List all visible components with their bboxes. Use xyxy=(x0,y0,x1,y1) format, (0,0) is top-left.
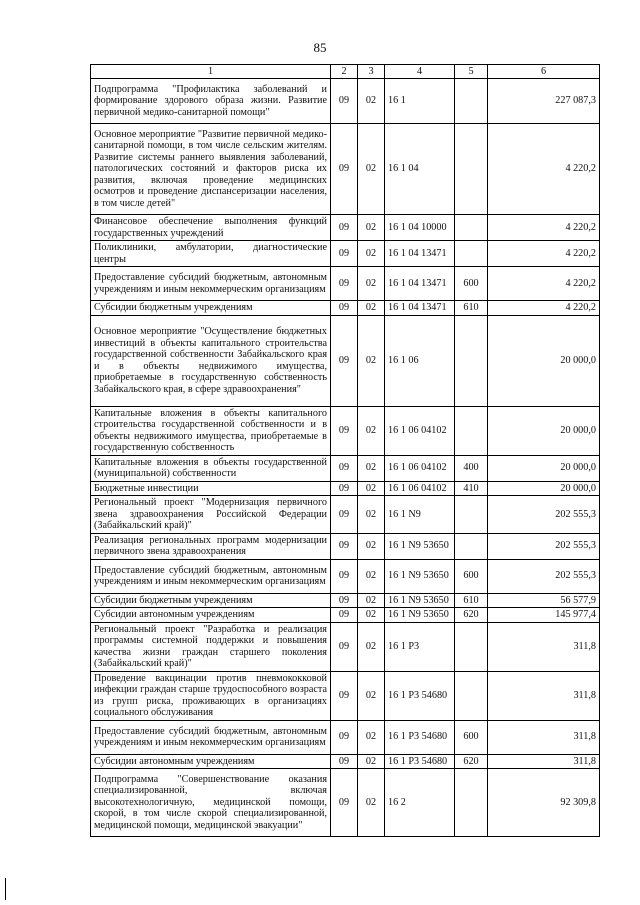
row-amount: 20 000,0 xyxy=(488,455,600,481)
table-row xyxy=(91,533,600,559)
row-code: 16 1 04 10000 xyxy=(385,215,455,241)
row-code: 16 1 N9 53650 xyxy=(385,608,455,623)
row-amount: 202 555,3 xyxy=(488,559,600,593)
row-code: 16 1 P3 54680 xyxy=(385,671,455,720)
table-row xyxy=(91,593,600,608)
row-col-2: 09 xyxy=(331,559,358,593)
row-expense-type xyxy=(455,671,488,720)
row-code: 16 1 N9 xyxy=(385,496,455,534)
table-row xyxy=(91,124,600,215)
row-name: Капитальные вложения в объекты государственной (муниципальной) собственности xyxy=(91,455,331,481)
row-name: Субсидии бюджетным учреждениям xyxy=(91,593,331,608)
row-name: Предоставление субсидий бюджетным, автономным учреждениям и иным некоммерческим организациям xyxy=(91,267,331,301)
row-expense-type: 620 xyxy=(455,608,488,623)
header-col-4: 4 xyxy=(385,65,455,79)
row-expense-type: 610 xyxy=(455,593,488,608)
row-expense-type xyxy=(455,124,488,215)
table-row xyxy=(91,559,600,593)
row-code: 16 1 N9 53650 xyxy=(385,559,455,593)
row-code: 16 1 06 04102 xyxy=(385,406,455,455)
row-expense-type xyxy=(455,241,488,267)
row-amount: 227 087,3 xyxy=(488,79,600,124)
row-col-2: 09 xyxy=(331,481,358,496)
page-number: 85 xyxy=(313,40,327,55)
row-col-3: 02 xyxy=(358,671,385,720)
header-col-6: 6 xyxy=(488,65,600,79)
row-col-3: 02 xyxy=(358,496,385,534)
row-amount: 202 555,3 xyxy=(488,496,600,534)
table-row xyxy=(91,301,600,316)
row-amount: 311,8 xyxy=(488,671,600,720)
row-amount: 4 220,2 xyxy=(488,215,600,241)
row-col-2: 09 xyxy=(331,241,358,267)
row-amount: 20 000,0 xyxy=(488,315,600,406)
row-col-3: 02 xyxy=(358,124,385,215)
row-name: Подпрограмма "Профилактика заболеваний и формирование здорового образа жизни. Развитие первичной медико-санитарной помощи" xyxy=(91,79,331,124)
row-col-2: 09 xyxy=(331,496,358,534)
row-col-2: 09 xyxy=(331,455,358,481)
row-name: Бюджетные инвестиции xyxy=(91,481,331,496)
row-name: Финансовое обеспечение выполнения функций государственных учреждений xyxy=(91,215,331,241)
row-code: 16 1 06 xyxy=(385,315,455,406)
row-amount: 145 977,4 xyxy=(488,608,600,623)
row-col-2: 09 xyxy=(331,79,358,124)
row-amount: 4 220,2 xyxy=(488,267,600,301)
table-row xyxy=(91,79,600,124)
row-expense-type: 400 xyxy=(455,455,488,481)
table-row xyxy=(91,622,600,671)
row-name: Региональный проект "Модернизация первичного звена здравоохранения Российской Федерации (Забайкальский край)" xyxy=(91,496,331,534)
row-col-2: 09 xyxy=(331,671,358,720)
row-expense-type: 600 xyxy=(455,720,488,754)
row-code: 16 1 06 04102 xyxy=(385,481,455,496)
row-col-3: 02 xyxy=(358,608,385,623)
row-amount: 311,8 xyxy=(488,720,600,754)
row-col-2: 09 xyxy=(331,406,358,455)
table-row xyxy=(91,496,600,534)
table-body xyxy=(91,79,600,837)
row-name: Региональный проект "Разработка и реализация программы системной поддержки и повышения качества жизни граждан старшего поколения (Забайкальский край)" xyxy=(91,622,331,671)
row-code: 16 1 04 13471 xyxy=(385,267,455,301)
header-col-5: 5 xyxy=(455,65,488,79)
table-row xyxy=(91,769,600,837)
row-col-2: 09 xyxy=(331,622,358,671)
row-amount: 20 000,0 xyxy=(488,406,600,455)
row-expense-type xyxy=(455,496,488,534)
row-col-2: 09 xyxy=(331,608,358,623)
row-name: Предоставление субсидий бюджетным, автономным учреждениям и иным некоммерческим организациям xyxy=(91,559,331,593)
table-row xyxy=(91,267,600,301)
row-amount: 4 220,2 xyxy=(488,124,600,215)
header-col-3: 3 xyxy=(358,65,385,79)
row-col-3: 02 xyxy=(358,769,385,837)
row-col-2: 09 xyxy=(331,754,358,769)
row-amount: 4 220,2 xyxy=(488,241,600,267)
row-col-3: 02 xyxy=(358,79,385,124)
row-expense-type xyxy=(455,215,488,241)
row-col-3: 02 xyxy=(358,267,385,301)
row-col-3: 02 xyxy=(358,455,385,481)
row-code: 16 1 P3 54680 xyxy=(385,720,455,754)
header-col-1: 1 xyxy=(91,65,331,79)
table-row xyxy=(91,241,600,267)
row-expense-type: 600 xyxy=(455,559,488,593)
row-col-3: 02 xyxy=(358,559,385,593)
row-expense-type xyxy=(455,769,488,837)
row-col-3: 02 xyxy=(358,593,385,608)
table-row xyxy=(91,608,600,623)
row-name: Капитальные вложения в объекты капитального строительства государственной собственности и в объекты недвижимого имущества, приобретаемые в государственную собственность xyxy=(91,406,331,455)
row-code: 16 1 P3 54680 xyxy=(385,754,455,769)
row-col-3: 02 xyxy=(358,301,385,316)
row-amount: 56 577,9 xyxy=(488,593,600,608)
table-row xyxy=(91,315,600,406)
row-name: Субсидии автономным учреждениям xyxy=(91,608,331,623)
row-code: 16 1 xyxy=(385,79,455,124)
row-col-2: 09 xyxy=(331,215,358,241)
row-expense-type: 600 xyxy=(455,267,488,301)
row-expense-type: 610 xyxy=(455,301,488,316)
row-col-2: 09 xyxy=(331,124,358,215)
row-amount: 202 555,3 xyxy=(488,533,600,559)
row-name: Реализация региональных программ модернизации первичного звена здравоохранения xyxy=(91,533,331,559)
row-col-3: 02 xyxy=(358,215,385,241)
table-row xyxy=(91,215,600,241)
row-code: 16 1 N9 53650 xyxy=(385,593,455,608)
row-code: 16 1 04 13471 xyxy=(385,241,455,267)
row-col-2: 09 xyxy=(331,315,358,406)
row-col-2: 09 xyxy=(331,267,358,301)
row-col-2: 09 xyxy=(331,301,358,316)
row-expense-type: 410 xyxy=(455,481,488,496)
row-amount: 311,8 xyxy=(488,622,600,671)
row-amount: 311,8 xyxy=(488,754,600,769)
budget-table xyxy=(90,64,600,837)
row-col-2: 09 xyxy=(331,769,358,837)
row-col-3: 02 xyxy=(358,406,385,455)
row-name: Предоставление субсидий бюджетным, автономным учреждениям и иным некоммерческим организациям xyxy=(91,720,331,754)
row-code: 16 1 04 13471 xyxy=(385,301,455,316)
row-amount: 4 220,2 xyxy=(488,301,600,316)
row-expense-type xyxy=(455,533,488,559)
row-code: 16 1 N9 53650 xyxy=(385,533,455,559)
row-name: Подпрограмма "Совершенствование оказания специализированной, включая высокотехнологичную, медицинской помощи, скорой, в том числе скорой специализированной, медицинской помощи, медицинской эвакуации" xyxy=(91,769,331,837)
row-name: Проведение вакцинации против пневмококковой инфекции граждан старше трудоспособного возраста из групп риска, проживающих в организациях социального обслуживания xyxy=(91,671,331,720)
table-row xyxy=(91,754,600,769)
row-name: Основное мероприятие "Осуществление бюджетных инвестиций в объекты капитального строительства государственной собственности Забайкальского края и в объекты недвижимого имущества, приобретаемые в государственную собственность Забайкальского края, в сфере здравоохранения" xyxy=(91,315,331,406)
table-header-row xyxy=(91,65,600,79)
row-name: Поликлиники, амбулатории, диагностические центры xyxy=(91,241,331,267)
row-col-2: 09 xyxy=(331,593,358,608)
row-code: 16 1 06 04102 xyxy=(385,455,455,481)
table-row xyxy=(91,455,600,481)
row-code: 16 1 04 xyxy=(385,124,455,215)
row-expense-type xyxy=(455,622,488,671)
row-col-2: 09 xyxy=(331,533,358,559)
table-row xyxy=(91,671,600,720)
table-row xyxy=(91,406,600,455)
row-amount: 92 309,8 xyxy=(488,769,600,837)
header-col-2: 2 xyxy=(331,65,358,79)
row-name: Субсидии автономным учреждениям xyxy=(91,754,331,769)
row-expense-type xyxy=(455,406,488,455)
row-col-3: 02 xyxy=(358,241,385,267)
row-col-3: 02 xyxy=(358,315,385,406)
row-name: Субсидии бюджетным учреждениям xyxy=(91,301,331,316)
row-name: Основное мероприятие "Развитие первичной медико-санитарной помощи, в том числе сельским жителям. Развитие системы раннего выявления заболеваний, патологических состояний и факторов риска их развития, включая проведение медицинских осмотров и проведение диспансеризации населения, в том числе детей" xyxy=(91,124,331,215)
table-row xyxy=(91,720,600,754)
row-col-3: 02 xyxy=(358,622,385,671)
scan-edge-mark xyxy=(5,878,6,900)
row-expense-type: 620 xyxy=(455,754,488,769)
row-col-3: 02 xyxy=(358,754,385,769)
row-col-3: 02 xyxy=(358,720,385,754)
row-col-2: 09 xyxy=(331,720,358,754)
row-code: 16 2 xyxy=(385,769,455,837)
row-col-3: 02 xyxy=(358,481,385,496)
row-expense-type xyxy=(455,315,488,406)
row-amount: 20 000,0 xyxy=(488,481,600,496)
table-row xyxy=(91,481,600,496)
row-expense-type xyxy=(455,79,488,124)
row-code: 16 1 P3 xyxy=(385,622,455,671)
row-col-3: 02 xyxy=(358,533,385,559)
